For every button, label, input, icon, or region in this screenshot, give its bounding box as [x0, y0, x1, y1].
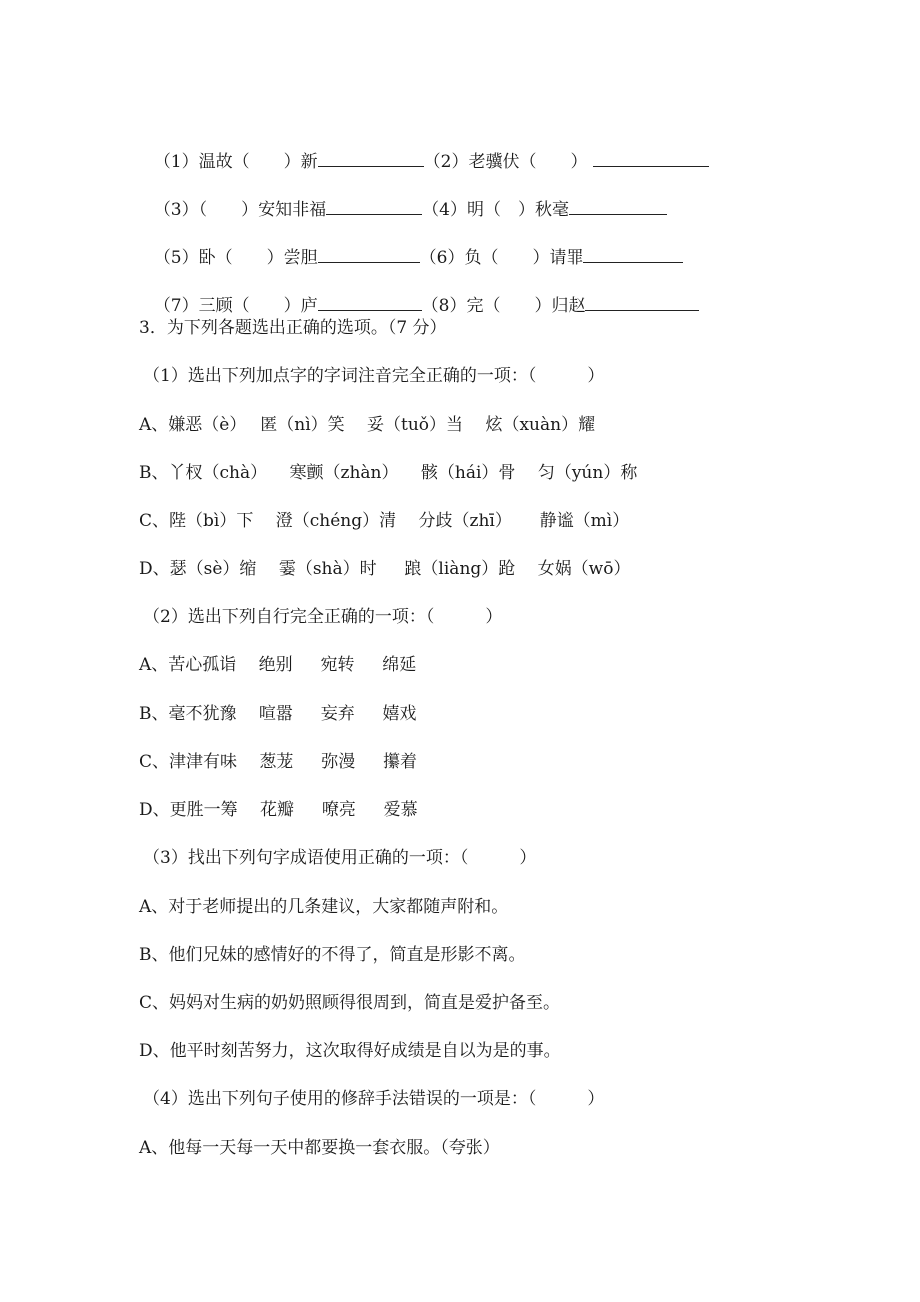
answer-blank-8[interactable]	[585, 292, 699, 311]
question-3-title: 3．为下列各题选出正确的选项。（7 分）	[139, 318, 447, 338]
answer-blank-6[interactable]	[583, 244, 683, 263]
sub-question-3-prompt: （3）找出下列句字成语使用正确的一项：（ ）	[143, 848, 537, 868]
idiom-8: （8）完（ ）归赵	[421, 296, 586, 316]
idiom-row-3	[143, 220, 683, 270]
answer-blank-4[interactable]	[569, 196, 667, 215]
option-2b: B、毫不犹豫 喧嚣 妄弃 嬉戏	[139, 704, 417, 724]
idiom-row-4	[143, 268, 699, 318]
answer-blank-2[interactable]	[593, 148, 709, 167]
option-3d: D、他平时刻苦努力，这次取得好成绩是自以为是的事。	[139, 1041, 561, 1061]
option-2d: D、更胜一筹 花瓣 嘹亮 爱慕	[139, 800, 418, 820]
option-4a: A、他每一天每一天中都要换一套衣服。（夸张）	[139, 1138, 500, 1158]
answer-blank-7[interactable]	[318, 292, 422, 311]
idiom-row-2	[143, 172, 667, 222]
option-1b: B、丫杈（chà） 寒颤（zhàn） 骸（hái）骨 匀（yún）称	[139, 463, 638, 483]
option-1c: C、陛（bì）下 澄（chéng）清 分歧（zhī） 静谧（mì）	[139, 511, 630, 531]
answer-blank-5[interactable]	[318, 244, 420, 263]
option-2c: C、津津有味 葱茏 弥漫 攥着	[139, 752, 418, 772]
sub-question-2-prompt: （2）选出下列自行完全正确的一项：（ ）	[143, 607, 503, 627]
idiom-5: （5）卧（ ）尝胆	[153, 248, 318, 268]
sub-question-1-prompt: （1）选出下列加点字的字词注音完全正确的一项：（ ）	[143, 366, 605, 386]
option-3a: A、对于老师提出的几条建议，大家都随声附和。	[139, 897, 509, 917]
option-2a: A、苦心孤诣 绝别 宛转 绵延	[139, 655, 417, 675]
idiom-row-1	[143, 124, 709, 174]
option-1d: D、瑟（sè）缩 霎（shà）时 踉（liàng）跄 女娲（wō）	[139, 559, 631, 579]
idiom-1: （1）温故（ ）新	[153, 152, 318, 172]
idiom-2: （2）老骥伏（ ）	[423, 152, 588, 172]
option-3b: B、他们兄妹的感情好的不得了，简直是形影不离。	[139, 945, 526, 965]
idiom-3: （3）（ ）安知非福	[153, 200, 327, 220]
answer-blank-3[interactable]	[326, 196, 422, 215]
option-1a: A、嫌恶（è） 匿（nì）笑 妥（tuǒ）当 炫（xuàn）耀	[139, 415, 596, 435]
idiom-4: （4）明（ ）秋毫	[422, 200, 569, 220]
sub-question-4-prompt: （4）选出下列句子使用的修辞手法错误的一项是：（ ）	[143, 1089, 605, 1109]
answer-blank-1[interactable]	[318, 148, 424, 167]
option-3c: C、妈妈对生病的奶奶照顾得很周到，简直是爱护备至。	[139, 993, 561, 1013]
idiom-6: （6）负（ ）请罪	[419, 248, 584, 268]
idiom-7: （7）三顾（ ）庐	[153, 296, 318, 316]
